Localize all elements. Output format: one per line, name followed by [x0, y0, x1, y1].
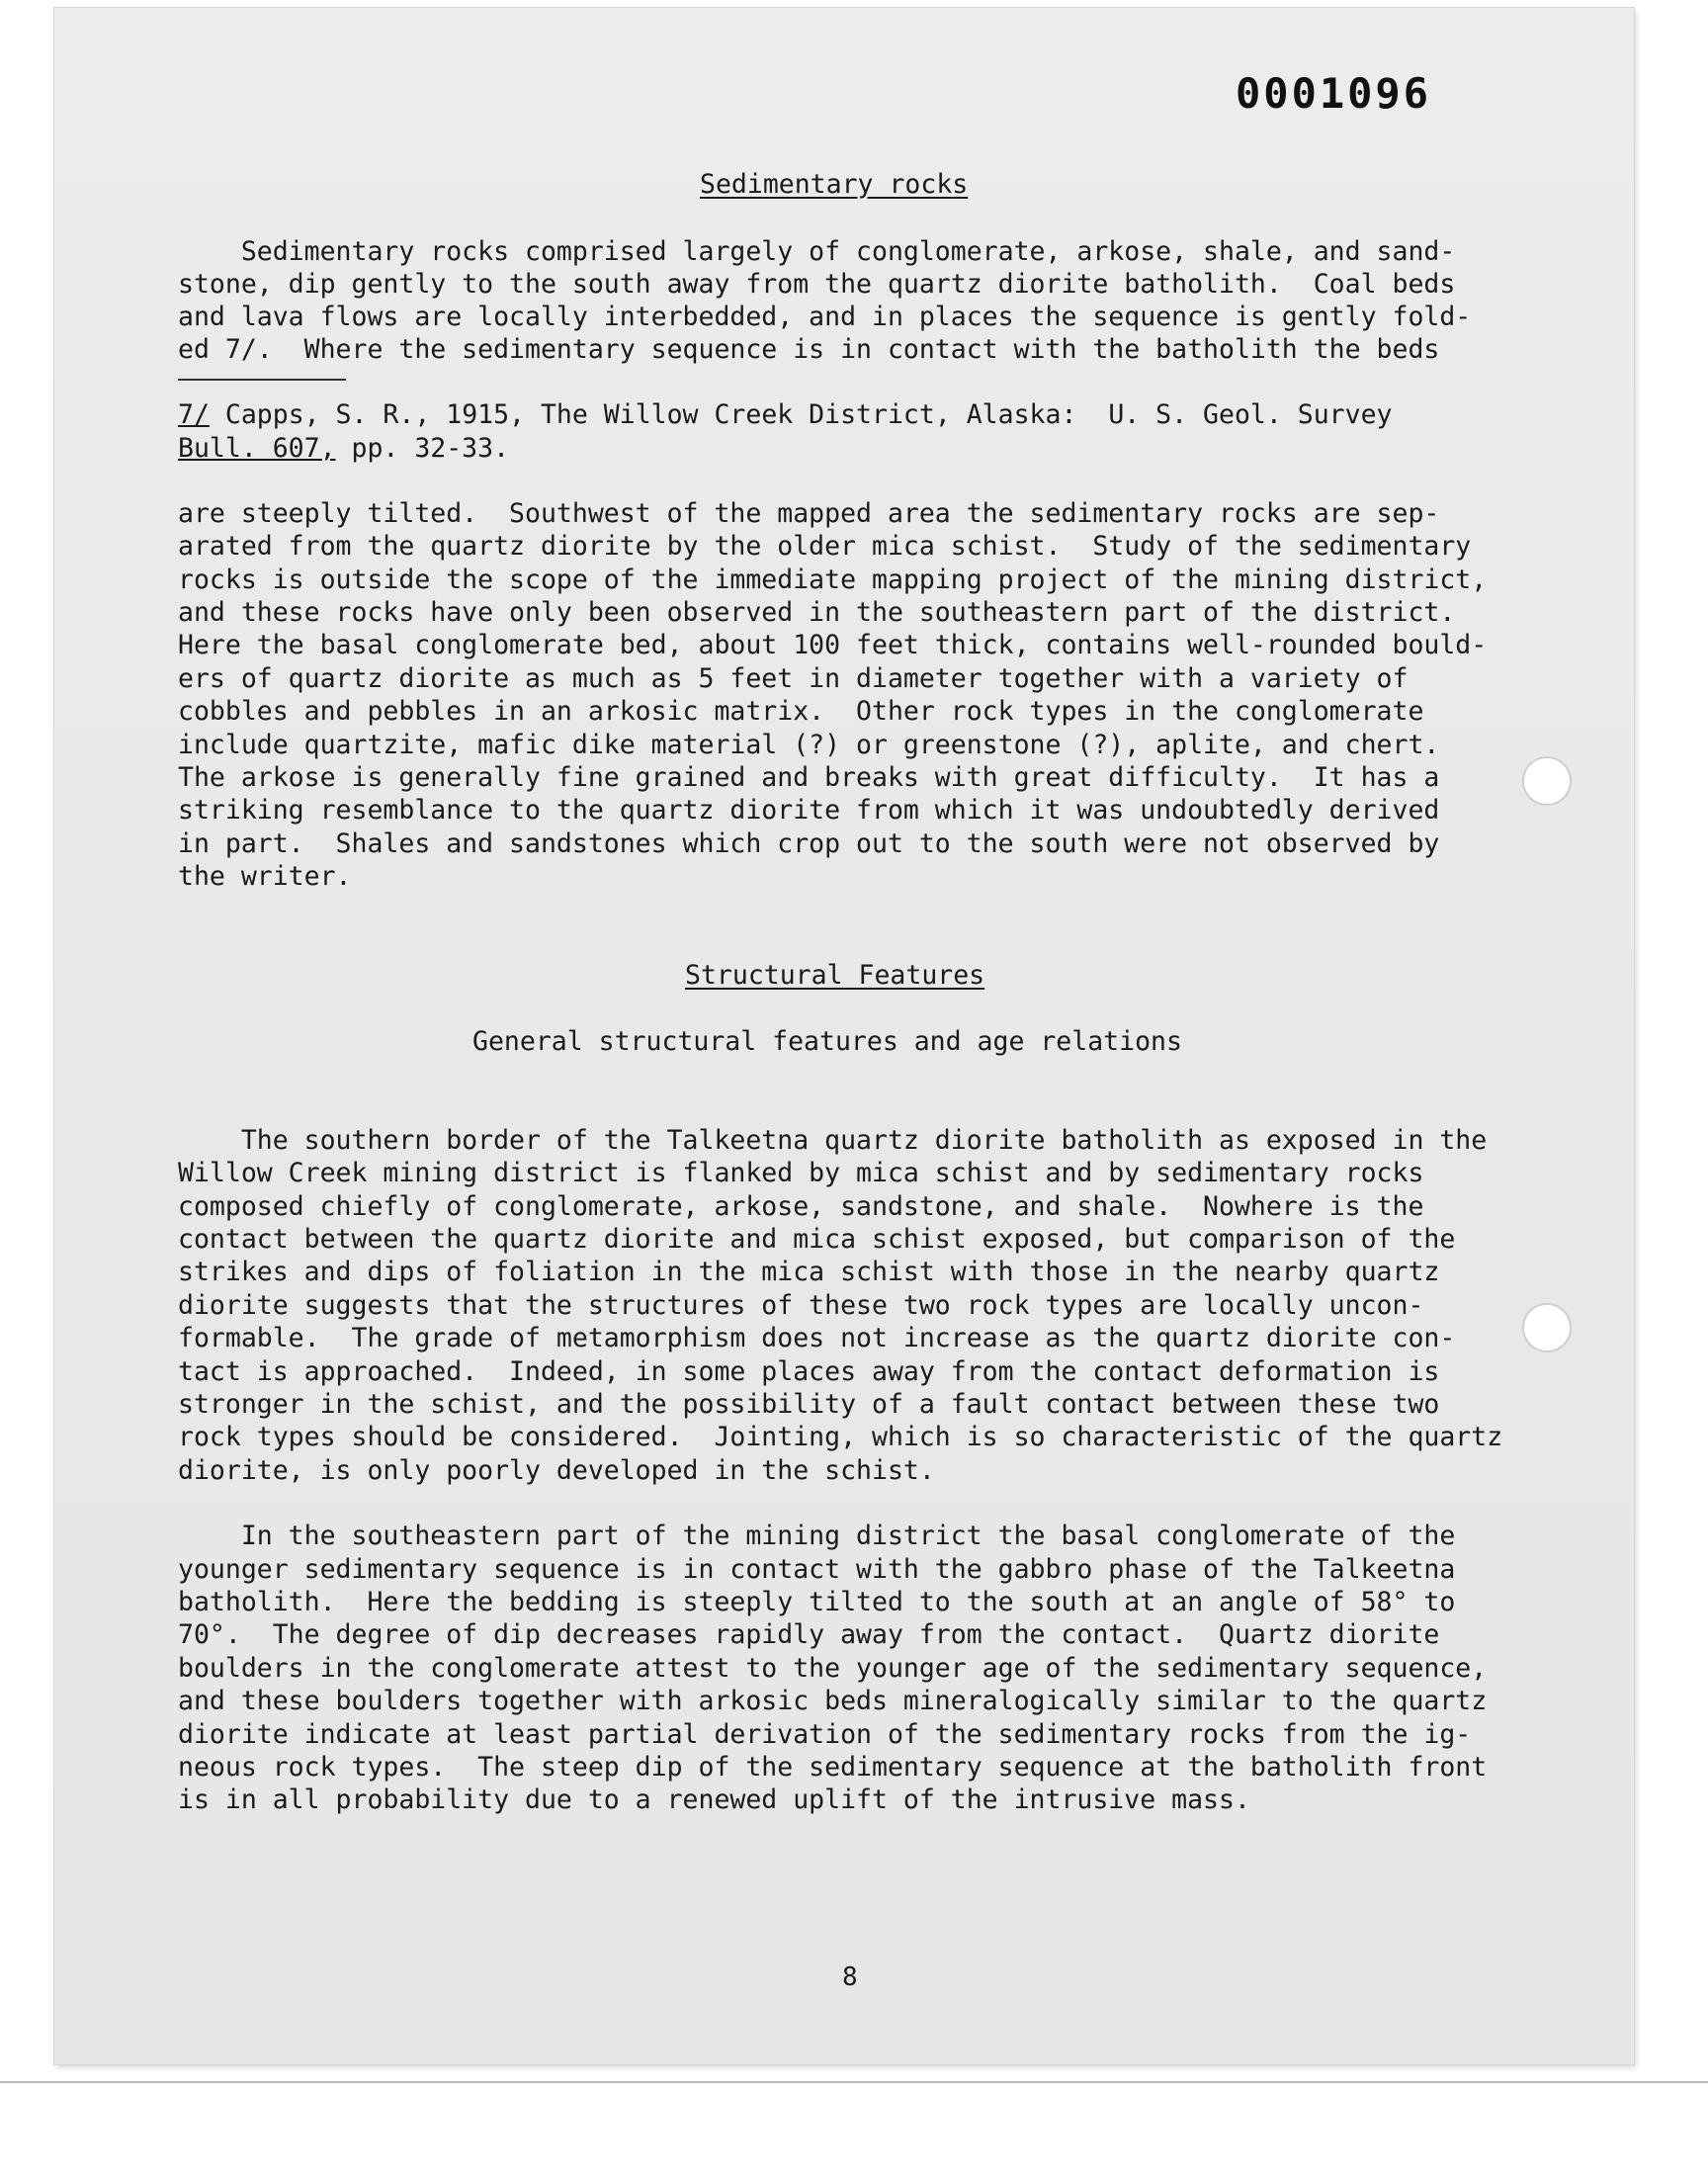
paragraph-line: The arkose is generally fine grained and breaks with great difficulty. It has a [178, 762, 1440, 793]
subsection-heading: General structural features and age relations [472, 1026, 1182, 1057]
paragraph-line: stone, dip gently to the south away from the quartz diorite batholith. Coal beds [178, 269, 1456, 300]
paragraph-line: ers of quartz diorite as much as 5 feet in diameter together with a variety of [178, 663, 1409, 694]
paragraph-line: in part. Shales and sandstones which crop out to the south were not observed by [178, 828, 1440, 859]
paragraph-line: 70°. The degree of dip decreases rapidly away from the contact. Quartz diorite [178, 1619, 1440, 1650]
paragraph-line: younger sedimentary sequence is in contact with the gabbro phase of the Talkeetna [178, 1554, 1456, 1585]
footnote-bulletin: Bull. 607, [178, 433, 336, 464]
paragraph-line: are steeply tilted. Southwest of the mapped area the sedimentary rocks are sep- [178, 498, 1440, 529]
paragraph-line: diorite, is only poorly developed in the schist. [178, 1455, 935, 1486]
paragraph-line: diorite suggests that the structures of these two rock types are locally uncon- [178, 1290, 1424, 1321]
paragraph-line: is in all probability due to a renewed uplift of the intrusive mass. [178, 1784, 1250, 1815]
paragraph-line: ed 7/. Where the sedimentary sequence is in contact with the batholith the beds [178, 334, 1440, 365]
punch-hole [1522, 756, 1572, 806]
section-heading-structural: Structural Features [685, 960, 985, 991]
paragraph-line: rock types should be considered. Jointing, which is so characteristic of the quartz [178, 1422, 1503, 1452]
paragraph-line: and lava flows are locally interbedded, and in places the sequence is gently fold- [178, 302, 1472, 332]
paragraph-line: strikes and dips of foliation in the mica schist with those in the nearby quartz [178, 1257, 1440, 1287]
paragraph-line: Willow Creek mining district is flanked by mica schist and by sedimentary rocks [178, 1158, 1424, 1188]
paragraph-line: In the southeastern part of the mining district the basal conglomerate of the [178, 1521, 1456, 1551]
paragraph-line: stronger in the schist, and the possibility of a fault contact between these two [178, 1389, 1440, 1420]
paragraph-line: tact is approached. Indeed, in some places away from the contact deformation is [178, 1356, 1440, 1387]
section-heading-sedimentary: Sedimentary rocks [700, 169, 969, 200]
paragraph-line: neous rock types. The steep dip of the sedimentary sequence at the batholith front [178, 1752, 1488, 1783]
scan-edge-line [0, 2081, 1708, 2083]
paragraph-line: contact between the quartz diorite and mica schist exposed, but comparison of the [178, 1224, 1456, 1255]
paragraph-line: boulders in the conglomerate attest to the younger age of the sedimentary sequence, [178, 1653, 1488, 1684]
paragraph-line: batholith. Here the bedding is steeply tilted to the south at an angle of 58° to [178, 1587, 1456, 1617]
footnote-number: 7/ [178, 399, 210, 430]
paragraph-line: diorite indicate at least partial derivation of the sedimentary rocks from the ig- [178, 1719, 1472, 1750]
paragraph-line: cobbles and pebbles in an arkosic matrix. Other rock types in the conglomerate [178, 696, 1424, 727]
footnote-line [178, 432, 509, 466]
punch-hole [1522, 1303, 1572, 1352]
paragraph-line: striking resemblance to the quartz diorite from which it was undoubtedly derived [178, 795, 1440, 826]
footnote-pages: pp. 32-33. [335, 433, 510, 464]
paragraph-line: and these rocks have only been observed in the southeastern part of the district. [178, 597, 1456, 628]
paragraph-line: formable. The grade of metamorphism does not increase as the quartz diorite con- [178, 1323, 1456, 1353]
footnote-separator [178, 379, 346, 381]
page-number: 8 [842, 1962, 858, 1992]
paragraph-line: include quartzite, mafic dike material (?) or greenstone (?), aplite, and chert. [178, 730, 1440, 760]
paragraph-line: the writer. [178, 861, 352, 892]
footnote-line [178, 398, 1393, 432]
paragraph-line: Here the basal conglomerate bed, about 100 feet thick, contains well-rounded bould- [178, 630, 1488, 660]
paragraph-line: and these boulders together with arkosic beds mineralogically similar to the quartz [178, 1686, 1488, 1716]
footnote-citation: Capps, S. R., 1915, The Willow Creek District, Alaska: U. S. Geol. Survey [209, 399, 1393, 430]
document-number-stamp: 0001096 [1236, 69, 1432, 118]
paragraph-line: rocks is outside the scope of the immediate mapping project of the mining district, [178, 565, 1488, 595]
paragraph-line: The southern border of the Talkeetna quartz diorite batholith as exposed in the [178, 1125, 1488, 1156]
paragraph-line: composed chiefly of conglomerate, arkose, sandstone, and shale. Nowhere is the [178, 1191, 1424, 1222]
paragraph-line: Sedimentary rocks comprised largely of conglomerate, arkose, shale, and sand- [178, 236, 1456, 267]
paragraph-line: arated from the quartz diorite by the older mica schist. Study of the sedimentary [178, 531, 1472, 562]
